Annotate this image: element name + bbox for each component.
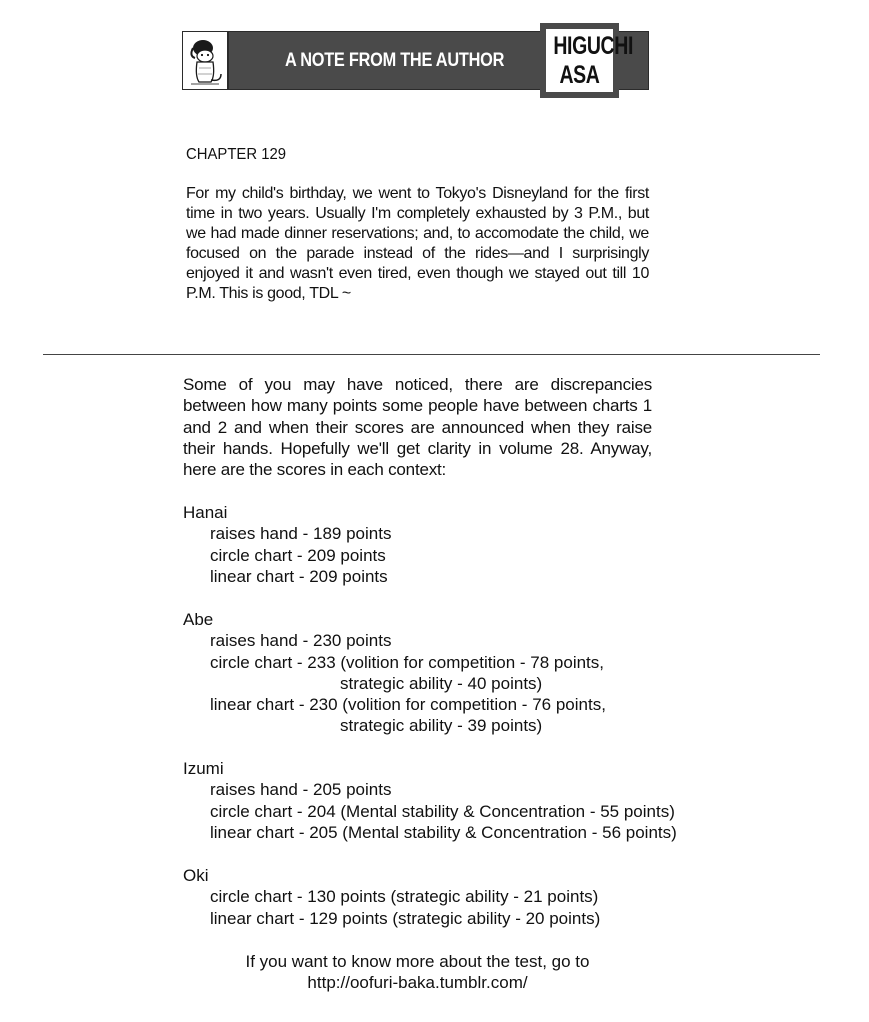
footer-link[interactable]: http://oofuri-baka.tumblr.com/: [307, 973, 528, 993]
score-line: circle chart - 233 (volition for competition - 78 points,: [210, 652, 605, 672]
score-line: raises hand - 189 points: [210, 524, 392, 544]
player-name: Hanai: [183, 503, 228, 522]
player-hanai: [183, 502, 391, 587]
score-line: linear chart - 129 points (strategic ability - 20 points): [210, 908, 601, 928]
section-divider: [43, 354, 820, 355]
scores-intro-text: Some of you may have noticed, there are discrepancies between how many points some people have between charts 1 and 2 and when their scores are announced when they raise their hands. Hopefully we'll get clarity in volume 28. Anyway, here are the scores in each context:: [183, 375, 652, 480]
footer-text: If you want to know more about the test, go to: [245, 952, 590, 971]
score-line: linear chart - 205 (Mental stability & Concentration - 56 points): [210, 822, 677, 842]
score-line: circle chart - 130 points (strategic ability - 21 points): [210, 887, 599, 907]
player-oki: [183, 865, 600, 929]
score-line: linear chart - 209 points: [210, 566, 388, 586]
banner-title: A NOTE FROM THE AUTHOR: [285, 50, 505, 71]
player-name: Oki: [183, 866, 209, 885]
chapter-note-text: For my child's birthday, we went to Tokyo's Disneyland for the first time in two years. Usually I'm completely exhausted by 3 P.M., but we had made dinner reservations; and, to accomodate the child, we focused on the parade instead of the rides—and I surprisingly enjoyed it and wasn't even tired, even though we stayed out till 10 P.M. This is good, TDL ~: [186, 185, 649, 302]
author-name-line1: HIGUCHI: [553, 32, 633, 60]
score-line: raises hand - 230 points: [210, 631, 392, 651]
footer-note: [183, 951, 652, 994]
score-line: circle chart - 209 points: [210, 545, 386, 565]
author-name-line2: ASA: [559, 61, 600, 89]
author-name-box: [540, 23, 633, 98]
score-line: linear chart - 230 (volition for competition - 76 points,: [210, 695, 606, 715]
player-abe: [183, 609, 606, 737]
score-line-continuation: strategic ability - 40 points): [340, 673, 543, 693]
player-name: Abe: [183, 610, 214, 629]
score-line: circle chart - 204 (Mental stability & Concentration - 55 points): [210, 801, 675, 821]
player-name: Izumi: [183, 759, 224, 778]
chapter-label: CHAPTER 129: [186, 146, 287, 163]
author-cat-mascot-icon: [183, 32, 229, 89]
score-line-continuation: strategic ability - 39 points): [340, 716, 543, 736]
score-line: raises hand - 205 points: [210, 780, 392, 800]
player-izumi: [183, 758, 677, 843]
